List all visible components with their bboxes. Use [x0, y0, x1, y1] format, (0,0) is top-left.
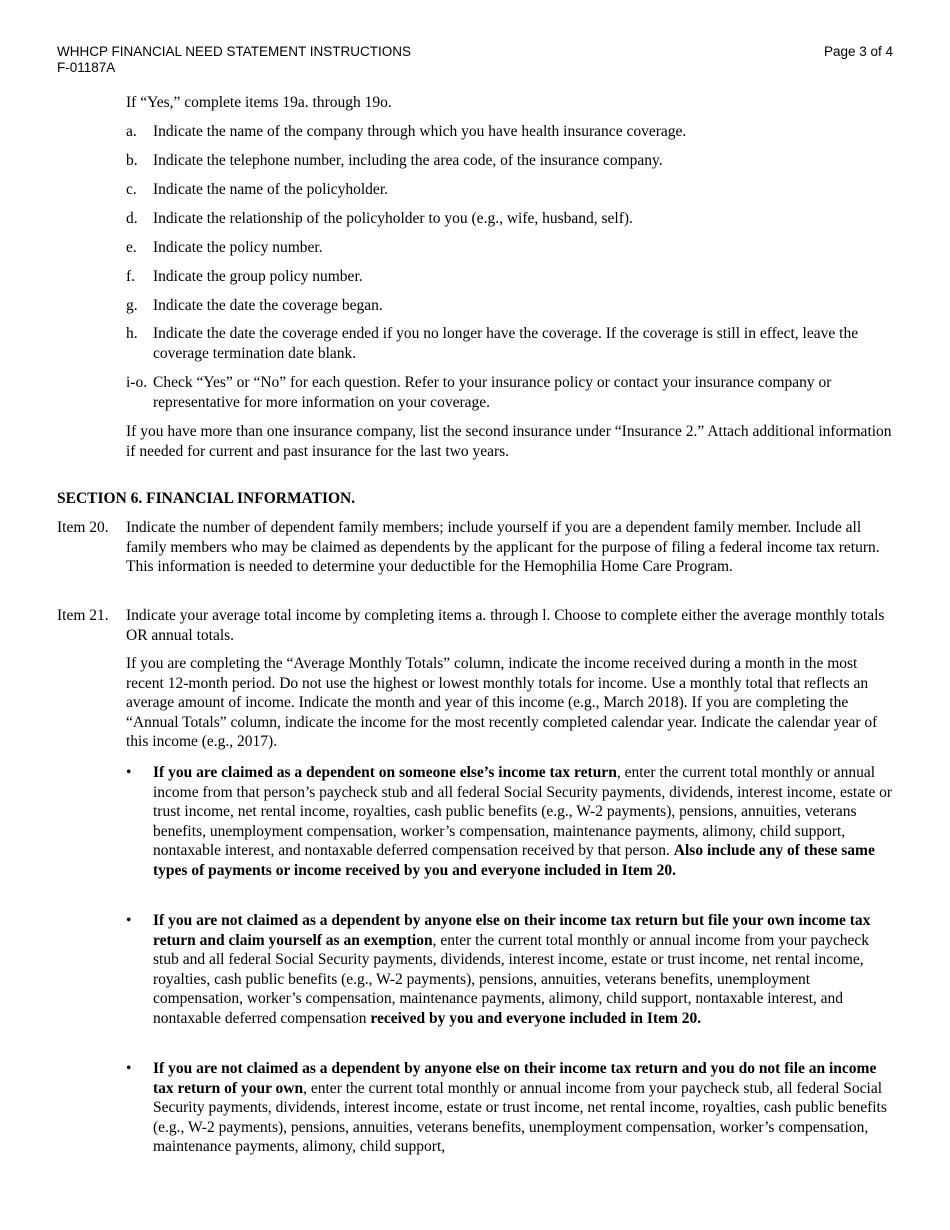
item-20: [57, 518, 897, 577]
bullet-bold-tail: Also include any of these same types of payments or income received by you and everyone included in Item 20.: [153, 842, 875, 879]
list-text: Check “Yes” or “No” for each question. Refer to your insurance policy or contact your insurance company or representative for more information on your coverage.: [153, 374, 832, 411]
page-header: [57, 44, 893, 76]
bullet-bold-lead: If you are not claimed as a dependent by anyone else on their income tax return and you do not file an income tax return of your own: [153, 1060, 877, 1097]
bullet-bold-lead: If you are not claimed as a dependent by anyone else on their income tax return but file your own income tax return and claim yourself as an exemption: [153, 912, 871, 949]
list-text: Indicate the relationship of the policyholder to you (e.g., wife, husband, self).: [153, 210, 633, 227]
item-text: Indicate your average total income by completing items a. through l. Choose to complete either the average monthly totals OR annual totals.: [126, 607, 885, 644]
item-label: Item 20.: [57, 519, 109, 536]
list-item: [126, 238, 896, 258]
bullet-body: , enter the current total monthly or annual income from your paycheck stub, all federal Social Security payments, dividends, interest income, estate or trust income, net rental income, royalties, cash public benefits (e.g., W-2 payments), pensions, annuities, veterans benefits, unemployment compensation, worker’s compensation, maintenance payments, alimony, child support,: [153, 1079, 887, 1156]
bullet-item: [126, 763, 896, 881]
item-text: Indicate the number of dependent family members; include yourself if you are a dependent family member. Include all family members who may be claimed as dependents by the applicant for the purpose of filing a federal income tax return. This information is needed to determine your deductible for the Hemophilia Home Care Program.: [126, 519, 880, 576]
list-item: [126, 324, 896, 363]
bullet-bold-tail: received by you and everyone included in Item 20.: [370, 1009, 702, 1027]
form-number: F-01187A: [57, 60, 116, 75]
list-item: [126, 209, 896, 229]
list-text: Indicate the date the coverage ended if you no longer have the coverage. If the coverage is still in effect, leave the coverage termination date blank.: [153, 325, 859, 362]
list-text: Indicate the telephone number, including the area code, of the insurance company.: [153, 152, 663, 169]
list-marker: d.: [126, 210, 138, 227]
list-item: [126, 267, 896, 287]
list-text: Indicate the name of the policyholder.: [153, 181, 388, 198]
bullet-text: [153, 763, 896, 881]
list-marker: e.: [126, 239, 137, 256]
list-item: [126, 151, 896, 171]
bullet-marker: •: [126, 1060, 132, 1077]
list-item: [126, 296, 896, 316]
page-number: Page 3 of 4: [823, 44, 893, 59]
list-item: [126, 122, 896, 142]
list-marker: i-o.: [126, 374, 148, 391]
form-title: WHHCP FINANCIAL NEED STATEMENT INSTRUCTIONS: [57, 44, 412, 59]
bullet-item: [126, 1059, 896, 1157]
insurance-note: If you have more than one insurance company, list the second insurance under “Insurance 2.” Attach additional information if needed for current and past insurance for the last two years.: [126, 423, 892, 460]
bullet-marker: •: [126, 912, 132, 929]
list-text: Indicate the date the coverage began.: [153, 297, 383, 314]
intro-text: If “Yes,” complete items 19a. through 19o.: [126, 94, 392, 111]
list-item: [126, 180, 896, 200]
list-item: [126, 373, 896, 412]
list-text: Indicate the policy number.: [153, 239, 323, 256]
item-21: [57, 606, 897, 645]
bullet-text: [153, 1059, 896, 1157]
list-marker: c.: [126, 181, 137, 198]
item-label: Item 21.: [57, 607, 109, 624]
list-text: Indicate the group policy number.: [153, 268, 363, 285]
list-marker: f.: [126, 268, 136, 285]
item-21-paragraph: If you are completing the “Average Monthly Totals” column, indicate the income received during a month in the most recent 12-month period. Do not use the highest or lowest monthly totals for income. Use a monthly total that reflects an average amount of income. Indicate the month and year of this income (e.g., March 2018). If you are completing the “Annual Totals” column, indicate the income for the most recently completed calendar year. Indicate the calendar year of this income (e.g., 2017).: [126, 655, 878, 751]
list-marker: a.: [126, 123, 137, 140]
bullet-bold-lead: If you are claimed as a dependent on someone else’s income tax return: [153, 764, 617, 781]
list-marker: b.: [126, 152, 138, 169]
bullet-text: [153, 911, 896, 1029]
list-text: Indicate the name of the company through which you have health insurance coverage.: [153, 123, 687, 140]
list-marker: g.: [126, 297, 138, 314]
bullet-body: , enter the current total monthly or annual income from your paycheck stub and all federal Social Security payments, dividends, interest income, estate or trust income, net rental income, royalties, cash public benefits (e.g., W-2 payments), pensions, annuities, veterans benefits, unemployment compensation, worker’s compensation, maintenance payments, alimony, child support, nontaxable interest, and nontaxable deferred compensation: [153, 931, 870, 1027]
list-marker: h.: [126, 325, 138, 342]
bullet-item: [126, 911, 896, 1029]
section-heading: SECTION 6. FINANCIAL INFORMATION.: [57, 490, 356, 507]
bullet-body: , enter the current total monthly or annual income from that person’s paycheck stub and all federal Social Security payments, dividends, interest income, estate or trust income, net rental income, royalties, cash public benefits (e.g., W-2 payments), pensions, annuities, veterans benefits, unemployment compensation, worker’s compensation, maintenance payments, alimony, child support, nontaxable interest, and nontaxable deferred compensation received by that person.: [153, 764, 893, 860]
bullet-marker: •: [126, 764, 132, 781]
